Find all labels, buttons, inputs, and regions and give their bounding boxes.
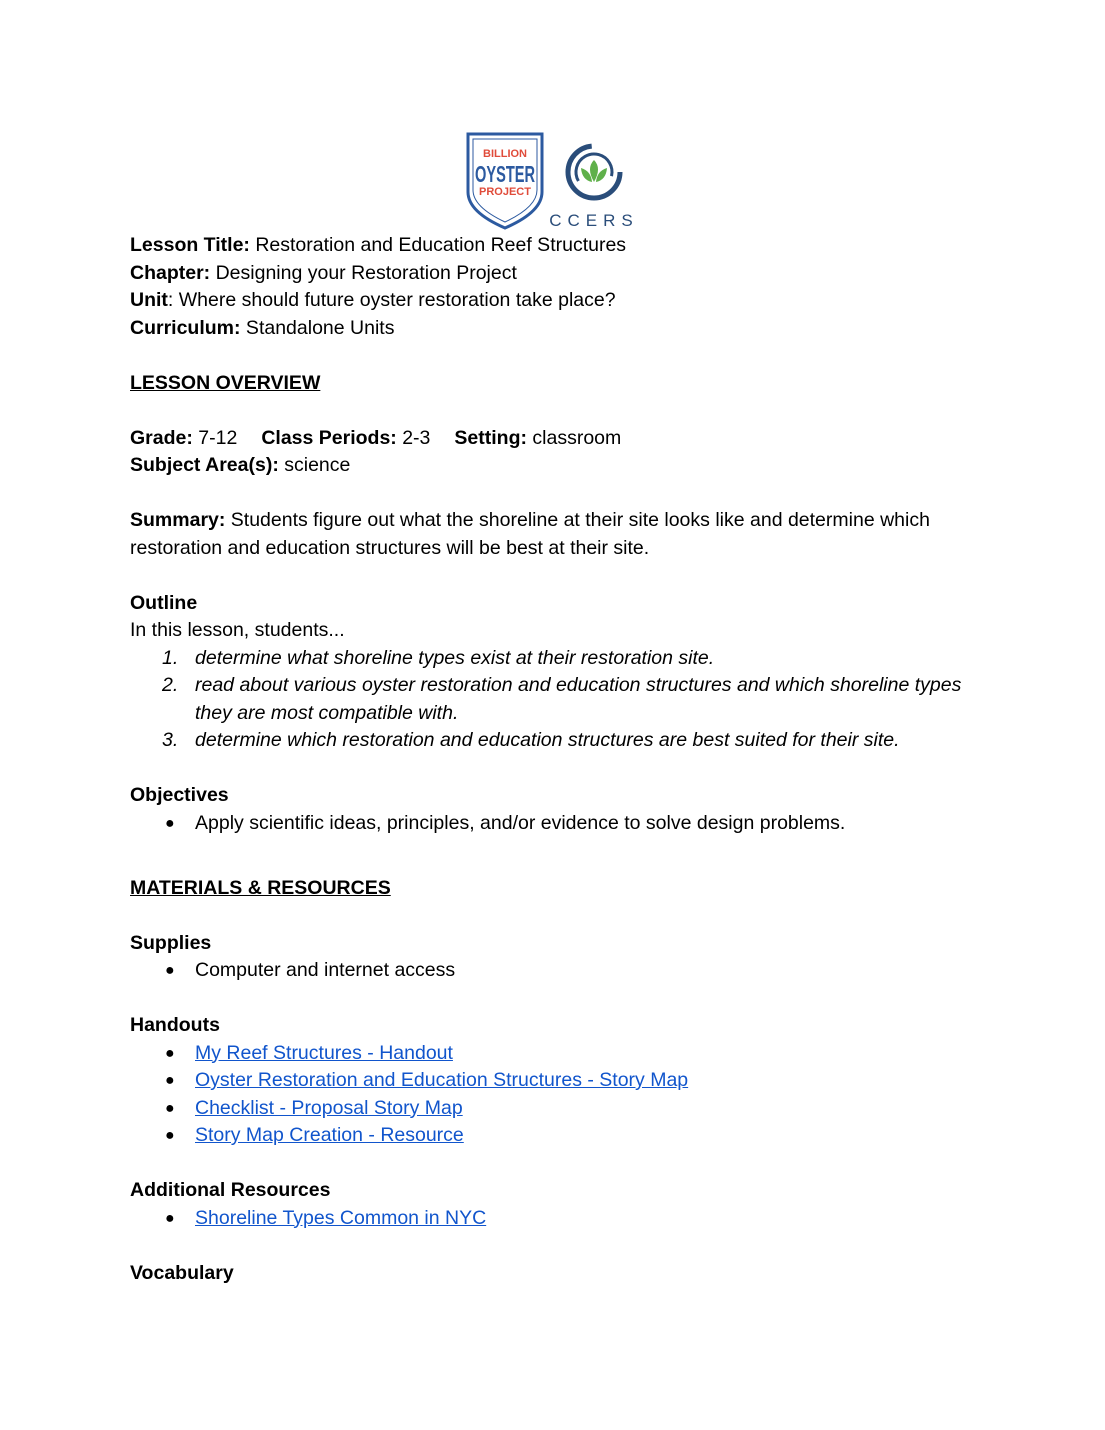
lesson-document — [130, 232, 990, 1287]
curriculum-label: Curriculum: — [130, 316, 241, 339]
billion-oyster-project-logo — [468, 134, 542, 228]
resource-link-shoreline-types[interactable]: Shoreline Types Common in NYC — [195, 1206, 487, 1229]
unit-value: : Where should future oyster restoration take place? — [167, 289, 616, 311]
chapter-value: Designing your Restoration Project — [210, 261, 517, 284]
lesson-title-line — [130, 232, 990, 260]
handout-item — [130, 1040, 990, 1068]
handout-item — [130, 1122, 990, 1150]
outline-item — [130, 645, 990, 673]
bullet-icon: ● — [165, 1127, 175, 1144]
subject-line — [130, 452, 990, 480]
grade-periods-setting-line — [130, 425, 990, 453]
ccers-text: CCERS — [549, 211, 639, 230]
objectives-list — [130, 810, 990, 838]
leaf-icon — [581, 160, 607, 182]
bullet-icon: ● — [165, 1072, 175, 1089]
summary-label: Summary: — [130, 509, 226, 531]
bullet-icon: ● — [165, 1209, 175, 1227]
handouts-heading: Handouts — [130, 1014, 220, 1036]
setting-value: classroom — [526, 426, 622, 449]
curriculum-value: Standalone Units — [240, 316, 395, 339]
lesson-title-label: Lesson Title: — [130, 234, 250, 256]
setting-label: Setting: — [454, 426, 527, 449]
bullet-icon: ● — [165, 1044, 175, 1062]
outline-list — [130, 645, 990, 755]
bop-line1: BILLION — [483, 148, 527, 160]
objective-text: Apply scientific ideas, principles, and/or evidence to solve design problems. — [195, 811, 846, 834]
handout-item — [130, 1095, 990, 1123]
additional-resources-heading: Additional Resources — [130, 1179, 331, 1201]
class-periods-value: 2-3 — [396, 426, 431, 449]
lesson-title-value: Restoration and Education Reef Structures — [249, 234, 627, 256]
summary-text: Students figure out what the shoreline at their site looks like and determine which restoration and education structures will be best at their site. — [130, 509, 930, 559]
handout-link-my-reef-structures[interactable]: My Reef Structures - Handout — [195, 1041, 453, 1064]
subject-value: science — [278, 454, 351, 476]
handout-link-checklist[interactable]: Checklist - Proposal Story Map — [195, 1096, 463, 1119]
handout-link-structures-story-map[interactable]: Oyster Restoration and Education Structures - Story Map — [195, 1069, 689, 1091]
bullet-icon: ● — [165, 1099, 175, 1117]
outline-item — [130, 727, 990, 755]
handout-item — [130, 1067, 990, 1095]
bullet-icon: ● — [165, 814, 175, 832]
bop-line3: PROJECT — [479, 186, 531, 198]
subject-label: Subject Area(s): — [130, 454, 279, 476]
handout-link-story-map-creation[interactable]: Story Map Creation - Resource — [195, 1124, 464, 1146]
chapter-label: Chapter: — [130, 261, 211, 284]
handouts-list — [130, 1040, 990, 1150]
objectives-heading: Objectives — [130, 784, 229, 806]
outline-item-text: determine which restoration and education structures are best suited for their site. — [195, 729, 900, 751]
vocabulary-heading: Vocabulary — [130, 1261, 234, 1284]
unit-label: Unit — [130, 289, 168, 311]
outline-heading: Outline — [130, 591, 198, 614]
curriculum-line — [130, 315, 990, 343]
supplies-heading: Supplies — [130, 931, 212, 954]
materials-resources-heading: MATERIALS & RESOURCES — [130, 876, 391, 899]
summary-paragraph — [130, 507, 990, 562]
logo-group — [464, 130, 639, 230]
supply-text: Computer and internet access — [195, 959, 456, 981]
supply-item — [130, 957, 990, 985]
grade-value: 7-12 — [192, 426, 238, 449]
outline-item-number: 1. — [162, 646, 179, 669]
additional-resources-list — [130, 1205, 990, 1233]
outline-intro: In this lesson, students... — [130, 619, 345, 641]
bop-line2: OYSTER — [475, 161, 536, 187]
lesson-overview-heading: LESSON OVERVIEW — [130, 371, 321, 394]
unit-line — [130, 287, 990, 315]
supplies-list — [130, 957, 990, 985]
outline-item — [130, 672, 990, 727]
grade-label: Grade: — [130, 426, 193, 449]
ccers-logo — [549, 146, 639, 230]
outline-item-text: determine what shoreline types exist at their restoration site. — [195, 646, 715, 669]
bullet-icon: ● — [165, 962, 175, 979]
chapter-line — [130, 260, 990, 288]
class-periods-label: Class Periods: — [261, 426, 397, 449]
outline-item-number: 2. — [162, 674, 179, 696]
objective-item — [130, 810, 990, 838]
outline-item-text: read about various oyster restoration and education structures and which shoreline types they are most compatible with. — [195, 674, 962, 724]
outline-item-number: 3. — [162, 729, 179, 751]
additional-resource-item — [130, 1205, 990, 1233]
